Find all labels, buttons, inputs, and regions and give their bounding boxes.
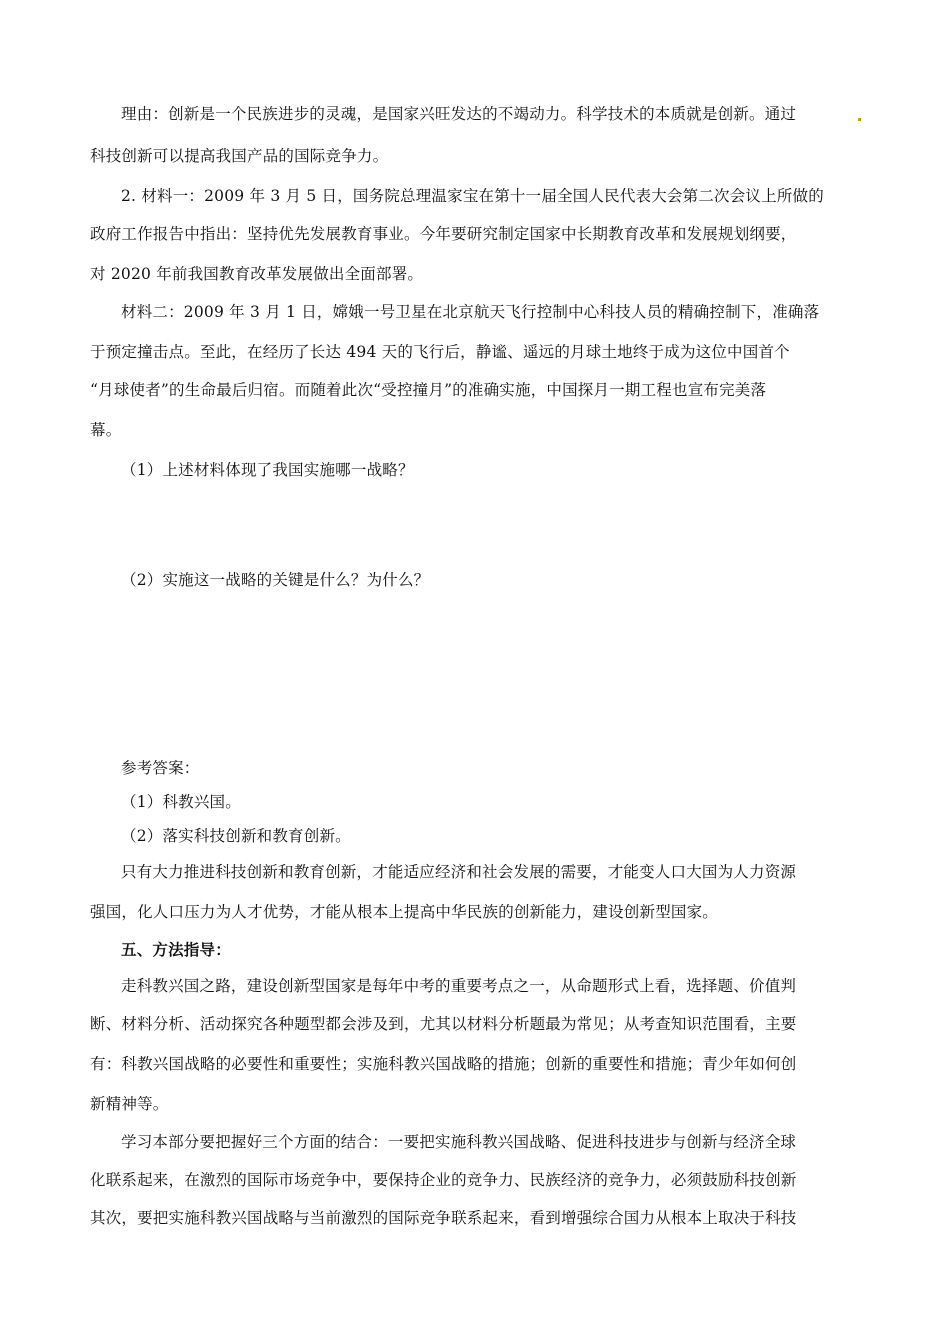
answer-explanation-line-2: 强国，化人口压力为人才优势，才能从根本上提高中华民族的创新能力，建设创新型国家。 — [90, 903, 719, 921]
study-line-1: 学习本部分要把握好三个方面的结合：一要把实施科教兴国战略、促进科技进步与创新与经济全球 — [121, 1133, 797, 1151]
question-2: （2）实施这一战略的关键是什么？为什么？ — [121, 571, 430, 589]
answer-heading: 参考答案： — [121, 759, 200, 777]
stray-mark — [858, 118, 861, 121]
method-line-3: 有：科教兴国战略的必要性和重要性；实施科教兴国战略的措施；创新的重要性和措施；青少年如何创 — [90, 1055, 797, 1073]
reason-line-2: 科技创新可以提高我国产品的国际竞争力。 — [90, 147, 389, 165]
section-heading: 五、方法指导： — [121, 940, 231, 959]
study-line-2: 化联系起来，在激烈的国际市场竞争中，要保持企业的竞争力、民族经济的竞争力，必须鼓励科技创新 — [90, 1171, 797, 1189]
method-line-1: 走科教兴国之路，建设创新型国家是每年中考的重要考点之一，从命题形式上看，选择题、价值判 — [121, 977, 797, 995]
material-one-line-2: 政府工作报告中指出：坚持优先发展教育事业。今年要研究制定国家中长期教育改革和发展规划纲要， — [90, 225, 797, 243]
answer-2: （2）落实科技创新和教育创新。 — [121, 827, 351, 845]
material-one-line-1: 2. 材料一：2009 年 3 月 5 日，国务院总理温家宝在第十一届全国人民代表大会第二次会议上所做的 — [121, 187, 824, 205]
material-one-line-3: 对 2020 年前我国教育改革发展做出全面部署。 — [90, 265, 424, 283]
material-two-line-4: 幕。 — [90, 421, 122, 439]
material-two-line-2: 于预定撞击点。至此，在经历了长达 494 天的飞行后，静谧、遥远的月球土地终于成为这位中国首个 — [90, 343, 790, 361]
material-two-line-3: “月球使者”的生命最后归宿。而随着此次“受控撞月”的准确实施，中国探月一期工程也宣布完美落 — [90, 381, 767, 399]
reason-line-1: 理由：创新是一个民族进步的灵魂，是国家兴旺发达的不竭动力。科学技术的本质就是创新。通过 — [121, 105, 797, 123]
question-1: （1）上述材料体现了我国实施哪一战略？ — [121, 461, 414, 479]
answer-explanation-line-1: 只有大力推进科技创新和教育创新，才能适应经济和社会发展的需要，才能变人口大国为人力资源 — [121, 863, 797, 881]
material-two-line-1: 材料二：2009 年 3 月 1 日，嫦娥一号卫星在北京航天飞行控制中心科技人员的精确控制下，准确落 — [121, 303, 820, 321]
method-line-4: 新精神等。 — [90, 1095, 169, 1113]
study-line-3: 其次，要把实施科教兴国战略与当前激烈的国际竞争联系起来，看到增强综合国力从根本上取决于科技 — [90, 1209, 797, 1227]
answer-1: （1）科教兴国。 — [121, 793, 241, 811]
method-line-2: 断、材料分析、活动探究各种题型都会涉及到，尤其以材料分析题最为常见；从考查知识范围看，主要 — [90, 1015, 797, 1033]
